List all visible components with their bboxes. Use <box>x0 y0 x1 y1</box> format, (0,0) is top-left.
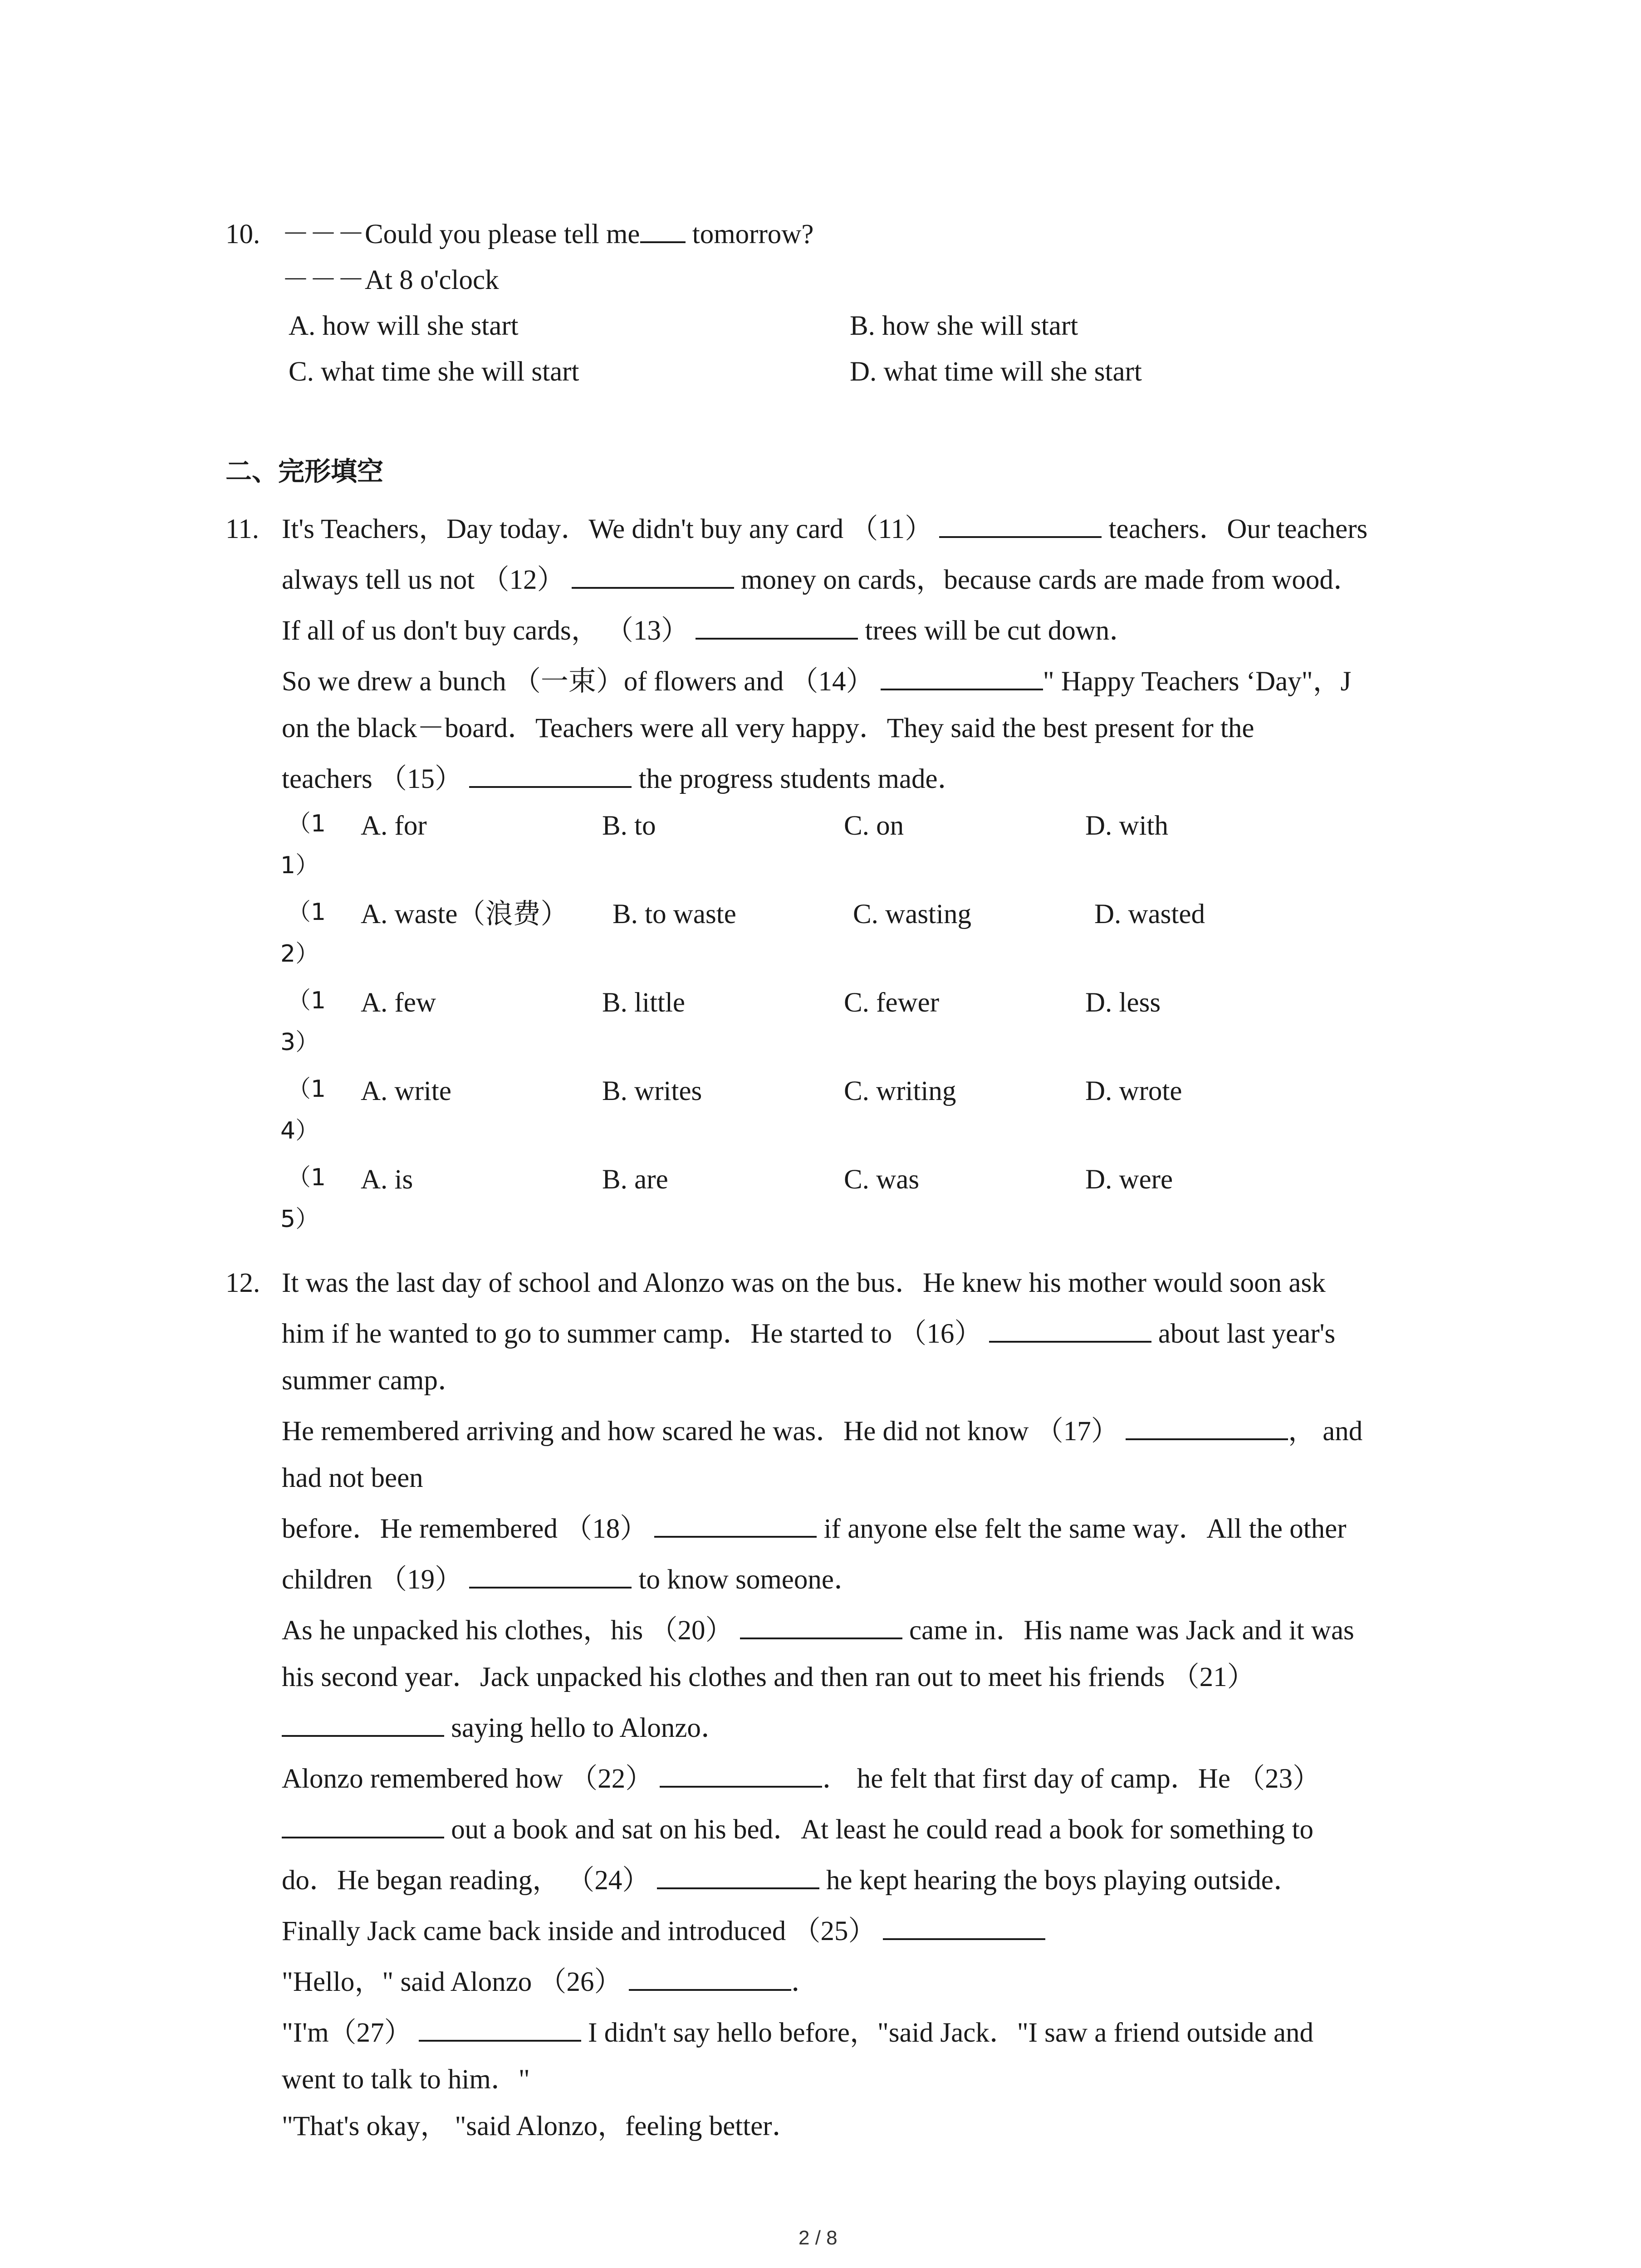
answer-blank <box>989 1337 1151 1343</box>
passage-text: had not been <box>282 1463 423 1493</box>
option-d: D. wasted <box>1094 899 1205 929</box>
answer-blank <box>469 782 632 788</box>
choice-number: （1 <box>287 987 326 1014</box>
passage-line <box>282 1367 465 1394</box>
passage-text: money on cards，because cards are made from wood． <box>734 565 1361 595</box>
answer-blank <box>640 238 686 243</box>
answer-blank <box>740 1634 902 1639</box>
passage-text: Finally Jack came back inside and introduced （25） <box>282 1916 876 1946</box>
passage-text: If all of us don't buy cards， （13） <box>282 616 689 646</box>
passage-line <box>282 765 965 793</box>
passage-line <box>282 566 1361 594</box>
passage-line <box>282 1714 729 1742</box>
answer-blank <box>1126 1435 1288 1440</box>
option-b: B. to waste <box>612 899 736 929</box>
option-b: B. to <box>602 811 656 841</box>
passage-text: the progress students made． <box>632 764 965 794</box>
passage-text: do．He began reading， （24） <box>282 1865 650 1896</box>
passage-line <box>282 1418 1362 1445</box>
option-d: D. were <box>1085 1164 1173 1195</box>
option-c: C. on <box>844 811 904 841</box>
choice-number: 1） <box>280 852 319 879</box>
passage-line <box>282 1867 1301 1894</box>
passage-line <box>282 2019 1313 2047</box>
answer-blank <box>629 1985 791 1991</box>
passage-line <box>282 714 1254 742</box>
passage-line <box>282 1663 1255 1691</box>
passage-text: " Happy Teachers ‘Day"，J <box>1043 666 1352 697</box>
answer-blank <box>881 685 1043 690</box>
choice-number: 5） <box>280 1206 319 1233</box>
passage-text: his second year．Jack unpacked his clothes and then ran out to meet his friends （21） <box>282 1662 1255 1692</box>
answer-blank <box>883 1935 1045 1940</box>
passage-text: on the black－board．Teachers were all very happy．They said the best present for the <box>282 713 1254 743</box>
passage-line <box>282 1617 1354 1644</box>
passage-text: children （19） <box>282 1564 463 1595</box>
option-b: B. little <box>602 987 685 1018</box>
passage-text: He remembered arriving and how scared he was．He did not know （17） <box>282 1416 1119 1447</box>
answer-blank <box>654 1532 817 1538</box>
option-d: D. with <box>1085 811 1168 841</box>
answer-blank <box>282 1833 444 1838</box>
stem-text: tomorrow? <box>685 219 814 249</box>
passage-line <box>282 1566 862 1593</box>
passage-text: "Hello，" said Alonzo （26） <box>282 1967 622 1997</box>
passage-line <box>282 1968 819 1996</box>
option-c: C. writing <box>844 1076 956 1106</box>
passage-text: if anyone else felt the same way．All the other <box>817 1514 1347 1544</box>
answer-blank <box>419 2036 581 2042</box>
passage-text: he kept hearing the boys playing outside． <box>819 1865 1301 1896</box>
passage-line <box>282 2112 800 2140</box>
response-line: －－－At 8 o'clock <box>282 265 499 295</box>
option-a: A. write <box>361 1076 451 1106</box>
choice-number: 4） <box>280 1117 319 1144</box>
choice-number: （1 <box>287 1075 326 1103</box>
answer-blank <box>660 1782 822 1788</box>
choice-number: （1 <box>287 1164 326 1191</box>
passage-line <box>282 1515 1347 1543</box>
passage-text: out a book and sat on his bed．At least he could read a book for something to <box>444 1814 1314 1845</box>
answer-blank <box>282 1731 444 1737</box>
passage-line <box>282 1917 1045 1945</box>
option-c: C. fewer <box>844 987 940 1018</box>
choice-number: （1 <box>287 899 326 926</box>
passage-text: before．He remembered （18） <box>282 1514 648 1544</box>
option-b: B. writes <box>602 1076 702 1106</box>
question-number: 10. <box>225 219 260 249</box>
passage-line <box>282 1269 1326 1297</box>
option-c: C. wasting <box>853 899 971 929</box>
passage-text: him if he wanted to go to summer camp．He started to （16） <box>282 1319 982 1349</box>
passage-text: It's Teachers，Day today．We didn't buy any card （11） <box>282 514 933 544</box>
passage-text: ． he felt that first day of camp．He （23） <box>822 1764 1321 1794</box>
option-d: D. what time will she start <box>850 357 1142 387</box>
passage-line <box>282 515 1367 543</box>
passage-text: teachers．Our teachers <box>1102 514 1368 544</box>
passage-text: "That's okay， "said Alonzo，feeling better． <box>282 2111 800 2141</box>
option-a: A. few <box>361 987 436 1018</box>
stem-text: －－－Could you please tell me <box>282 219 640 249</box>
answer-blank <box>657 1884 819 1889</box>
passage-text: saying hello to Alonzo． <box>444 1713 729 1743</box>
passage-line <box>282 1765 1320 1793</box>
option-a: A. waste（浪费） <box>361 899 568 929</box>
option-b: B. how she will start <box>850 311 1078 341</box>
passage-text: ， and <box>1288 1416 1363 1447</box>
answer-blank <box>469 1583 632 1589</box>
choice-number: 2） <box>280 940 319 968</box>
option-c: C. was <box>844 1164 920 1195</box>
option-d: D. wrote <box>1085 1076 1182 1106</box>
passage-line <box>282 1816 1313 1843</box>
option-a: A. is <box>361 1164 413 1195</box>
answer-blank <box>696 634 858 640</box>
passage-text: So we drew a bunch （一束）of flowers and （14） <box>282 666 874 697</box>
passage-text: came in．His name was Jack and it was <box>902 1615 1354 1646</box>
passage-text: trees will be cut down． <box>858 616 1137 646</box>
passage-line <box>282 617 1137 645</box>
section-title: 二、完形填空 <box>225 456 384 487</box>
question-stem <box>282 220 813 248</box>
passage-line <box>282 1464 423 1492</box>
passage-text: always tell us not （12） <box>282 565 565 595</box>
option-c: C. what time she will start <box>289 357 579 387</box>
passage-line <box>282 2066 530 2093</box>
option-a: A. for <box>361 811 427 841</box>
passage-line <box>282 668 1351 695</box>
passage-line <box>282 1320 1335 1348</box>
passage-text: summer camp． <box>282 1365 465 1396</box>
choice-number: 3） <box>280 1029 319 1056</box>
passage-text: I didn't say hello before，"said Jack．"I saw a friend outside and <box>581 2018 1314 2048</box>
passage-text: to know someone． <box>632 1564 862 1595</box>
question-number: 12. <box>225 1268 260 1298</box>
passage-text: Alonzo remembered how （22） <box>282 1764 653 1794</box>
answer-blank <box>939 533 1102 538</box>
question-number: 11. <box>225 514 259 544</box>
page-number: 2 / 8 <box>798 2227 838 2249</box>
answer-blank <box>572 583 734 589</box>
passage-text: went to talk to him．" <box>282 2064 530 2095</box>
passage-text: about last year's <box>1151 1319 1336 1349</box>
option-d: D. less <box>1085 987 1161 1018</box>
option-a: A. how will she start <box>289 311 519 341</box>
passage-text: As he unpacked his clothes，his （20） <box>282 1615 733 1646</box>
passage-text: teachers （15） <box>282 764 463 794</box>
passage-text: "I'm（27） <box>282 2018 412 2048</box>
passage-text: It was the last day of school and Alonzo was on the bus．He knew his mother would soon ask <box>282 1268 1326 1298</box>
passage-text: ． <box>791 1967 819 1997</box>
option-b: B. are <box>602 1164 668 1195</box>
choice-number: （1 <box>287 810 326 837</box>
